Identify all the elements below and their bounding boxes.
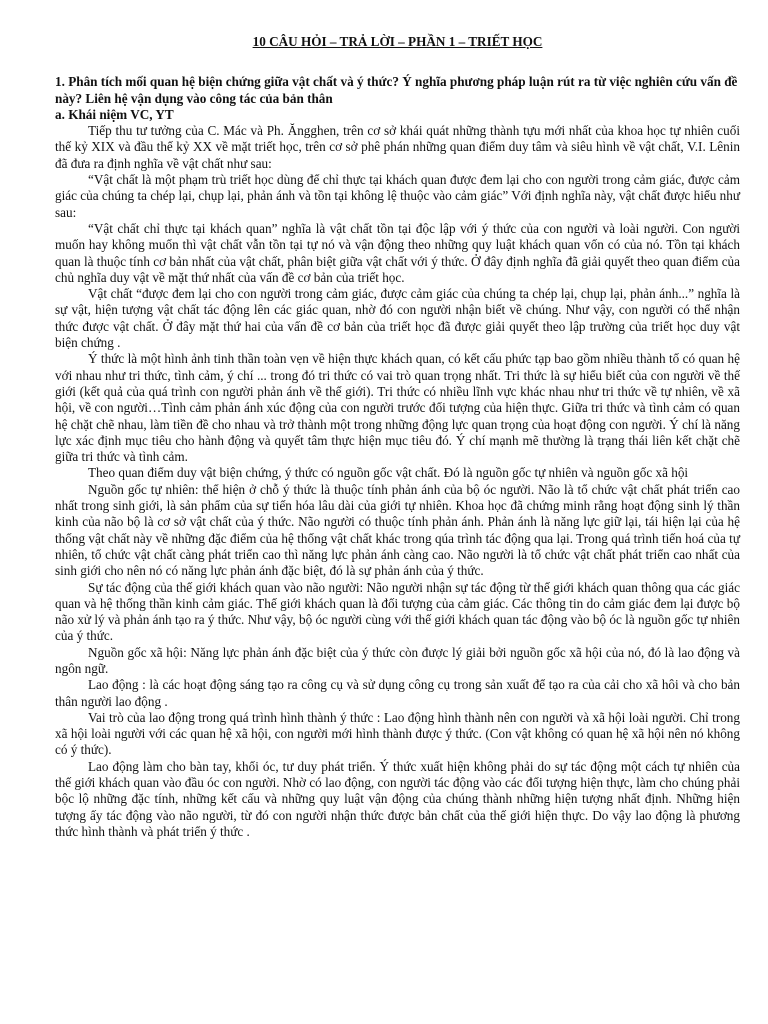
section-subheading: a. Khái niệm VC, YT <box>55 106 174 122</box>
paragraph: Nguồn gốc xã hội: Năng lực phản ánh đặc biệt của ý thức còn được lý giải bởi nguồn gốc xã hội của nó, đó là lao động và ngôn ngữ. <box>55 644 740 676</box>
paragraph: Sự tác động của thế giới khách quan vào não người: Não người nhận sự tác động từ thế giới khách quan thông qua các giác quan và hệ thống thần kinh cảm giác. Thế giới khách quan là đối tượng của cảm giác. Các thông tin do cảm giác đem lại được bộ não xử lý và phản ánh tạo ra ý thức. Như vậy, bộ óc người cùng với thế giới khách quan tác động vào bộ óc là nguồn gốc tự nhiên của ý thức. <box>55 579 740 644</box>
paragraph: “Vật chất là một phạm trù triết học dùng để chỉ thực tại khách quan được đem lại cho con người trong cảm giác, được cảm giác của chúng ta chép lại, chụp lại, phản ánh và tồn tại không lệ thuộc vào cảm giác” Với định nghĩa này, vật chất được hiểu như sau: <box>55 172 740 220</box>
paragraph: Tiếp thu tư tưởng của C. Mác và Ph. Ăngghen, trên cơ sở khái quát những thành tựu mới nhất của khoa học tự nhiên cuối thế kỷ XIX và đầu thế kỷ XX về mặt triết học, trên cơ sở phê phán những quan điểm duy tâm và siêu hình về vật chất, V.I. Lênin đã đưa ra định nghĩa về vật chất như sau: <box>55 123 740 171</box>
paragraph: Theo quan điểm duy vật biện chứng, ý thức có nguồn gốc vật chất. Đó là nguồn gốc tự nhiên và nguồn gốc xã hội <box>88 465 689 481</box>
paragraph: Ý thức là một hình ảnh tinh thần toàn vẹn về hiện thực khách quan, có kết cấu phức tạp bao gồm nhiều thành tố có quan hệ với nhau như tri thức, tình cảm, ý chí ... trong đó tri thức có vai trò quan trọng nhất. Tri thức là sự hiểu biết của con người về thế giới (kết quả của quá trình con người phản ánh về thế giới). Tri thức có nhiều lĩnh vực khác nhau như tri thức về tự nhiên, về xã hội, về con người…Tình cảm phản ánh xúc động của con người trước đối tượng của hiện thực. Giữa tri thức và tình cảm có quan hệ chặt chẽ nhau, làm tiền đề cho nhau và trở thành một trong những động lực quan trọng của hoạt động con người. Ý chí là năng lực xác định mục tiêu cho hành động và quyết tâm thực hiện mục tiêu đó. Ý chí mạnh mẽ thường là trạng thái liên kết chặt chẽ giữa tri thức và tình cảm. <box>55 351 740 465</box>
paragraph: “Vật chất chỉ thực tại khách quan” nghĩa là vật chất tồn tại độc lập với ý thức của con người và loài người. Con người muốn hay không muốn thì vật chất vẫn tồn tại tự nó và vận động theo những quy luật khách quan vốn có của nó. Tồn tại khách quan là thuộc tính cơ bản nhất của vật chất, phân biệt giữa vật chất với ý thức. Ở đây định nghĩa đã giải quyết theo quan điểm của chủ nghĩa duy vật về mặt thứ nhất của vấn đề cơ bản của triết học. <box>55 220 740 285</box>
paragraph: Vật chất “được đem lại cho con người trong cảm giác, được cảm giác của chúng ta chép lại, chụp lại, phản ánh...” nghĩa là sự vật, hiện tượng vật chất tác động lên các giác quan, nhờ đó con người nhận biết về chúng. Như vậy, con người có thể nhận thức được vật chất. Ở đây mặt thứ hai của vấn đề cơ bản của triết học đã được giải quyết theo lập trường của triết học duy vật biện chứng . <box>55 286 740 351</box>
question-heading: 1. Phân tích mối quan hệ biện chứng giữa vật chất và ý thức? Ý nghĩa phương pháp luận rút ra từ việc nghiên cứu vấn đề này? Liên hệ vận dụng vào công tác của bản thân <box>55 74 738 106</box>
document-title: 10 CÂU HỎI – TRẢ LỜI – PHẦN 1 – TRIẾT HỌC <box>252 34 543 49</box>
paragraph: Vai trò của lao động trong quá trình hình thành ý thức : Lao động hình thành nên con người và xã hội loài người. Chỉ trong xã hội loài người với các quan hệ xã hội, con người mới hình thành được ý thức. (Con vật không có quan hệ xã hội nên nó không có ý thức). <box>55 709 740 758</box>
paragraph: Lao động : là các hoạt động sáng tạo ra công cụ và sử dụng công cụ trong sản xuất để tạo ra của cải cho xã hôi và cho bản thân người lao động . <box>55 677 740 709</box>
paragraph: Nguồn gốc tự nhiên: thể hiện ở chỗ ý thức là thuộc tính phản ánh của bộ óc người. Não là tổ chức vật chất phát triển cao nhất trong sinh giới, là sản phẩm của sự tiến hóa lâu dài của giới tự nhiên. Khoa học đã chứng minh rằng hoạt động sinh lý thần kinh của não bộ là cơ sở vật chất của ý thức. Não người có thuộc tính phản ánh. Phản ánh là năng lực giữ lại, tái hiện lại của hệ thống vật chất này về những đặc điểm của hệ thống vật chất khác trong qúa trình tác động qua lại. Trong quá trình tiến hoá của tự nhiên, tổ chức vật chất càng phát triển cao thì năng lực phản ánh càng cao. Não người là tổ chức vật chất phát triển cao nhất của sinh giới cho nên nó có năng lực phản ánh đặc biệt, đó là sự phản ánh của ý thức. <box>55 481 740 579</box>
paragraph: Lao động làm cho bàn tay, khối óc, tư duy phát triển. Ý thức xuất hiện không phải do sự tác động một cách tự nhiên của thế giới khách quan vào đầu óc con người. Nhờ có lao động, con người tác động vào các đối tượng hiện thực, làm cho chúng phải bộc lộ những đặc tính, những kết cấu và những quy luật vận động của chúng thành những hiện tượng nhất định. Những hiện tượng ấy tác động vào não người, từ đó con người nhận thức được bản chất của thế giới hiện thực. Do vậy lao động là phương thức hình thành và phát triển ý thức . <box>55 758 740 839</box>
